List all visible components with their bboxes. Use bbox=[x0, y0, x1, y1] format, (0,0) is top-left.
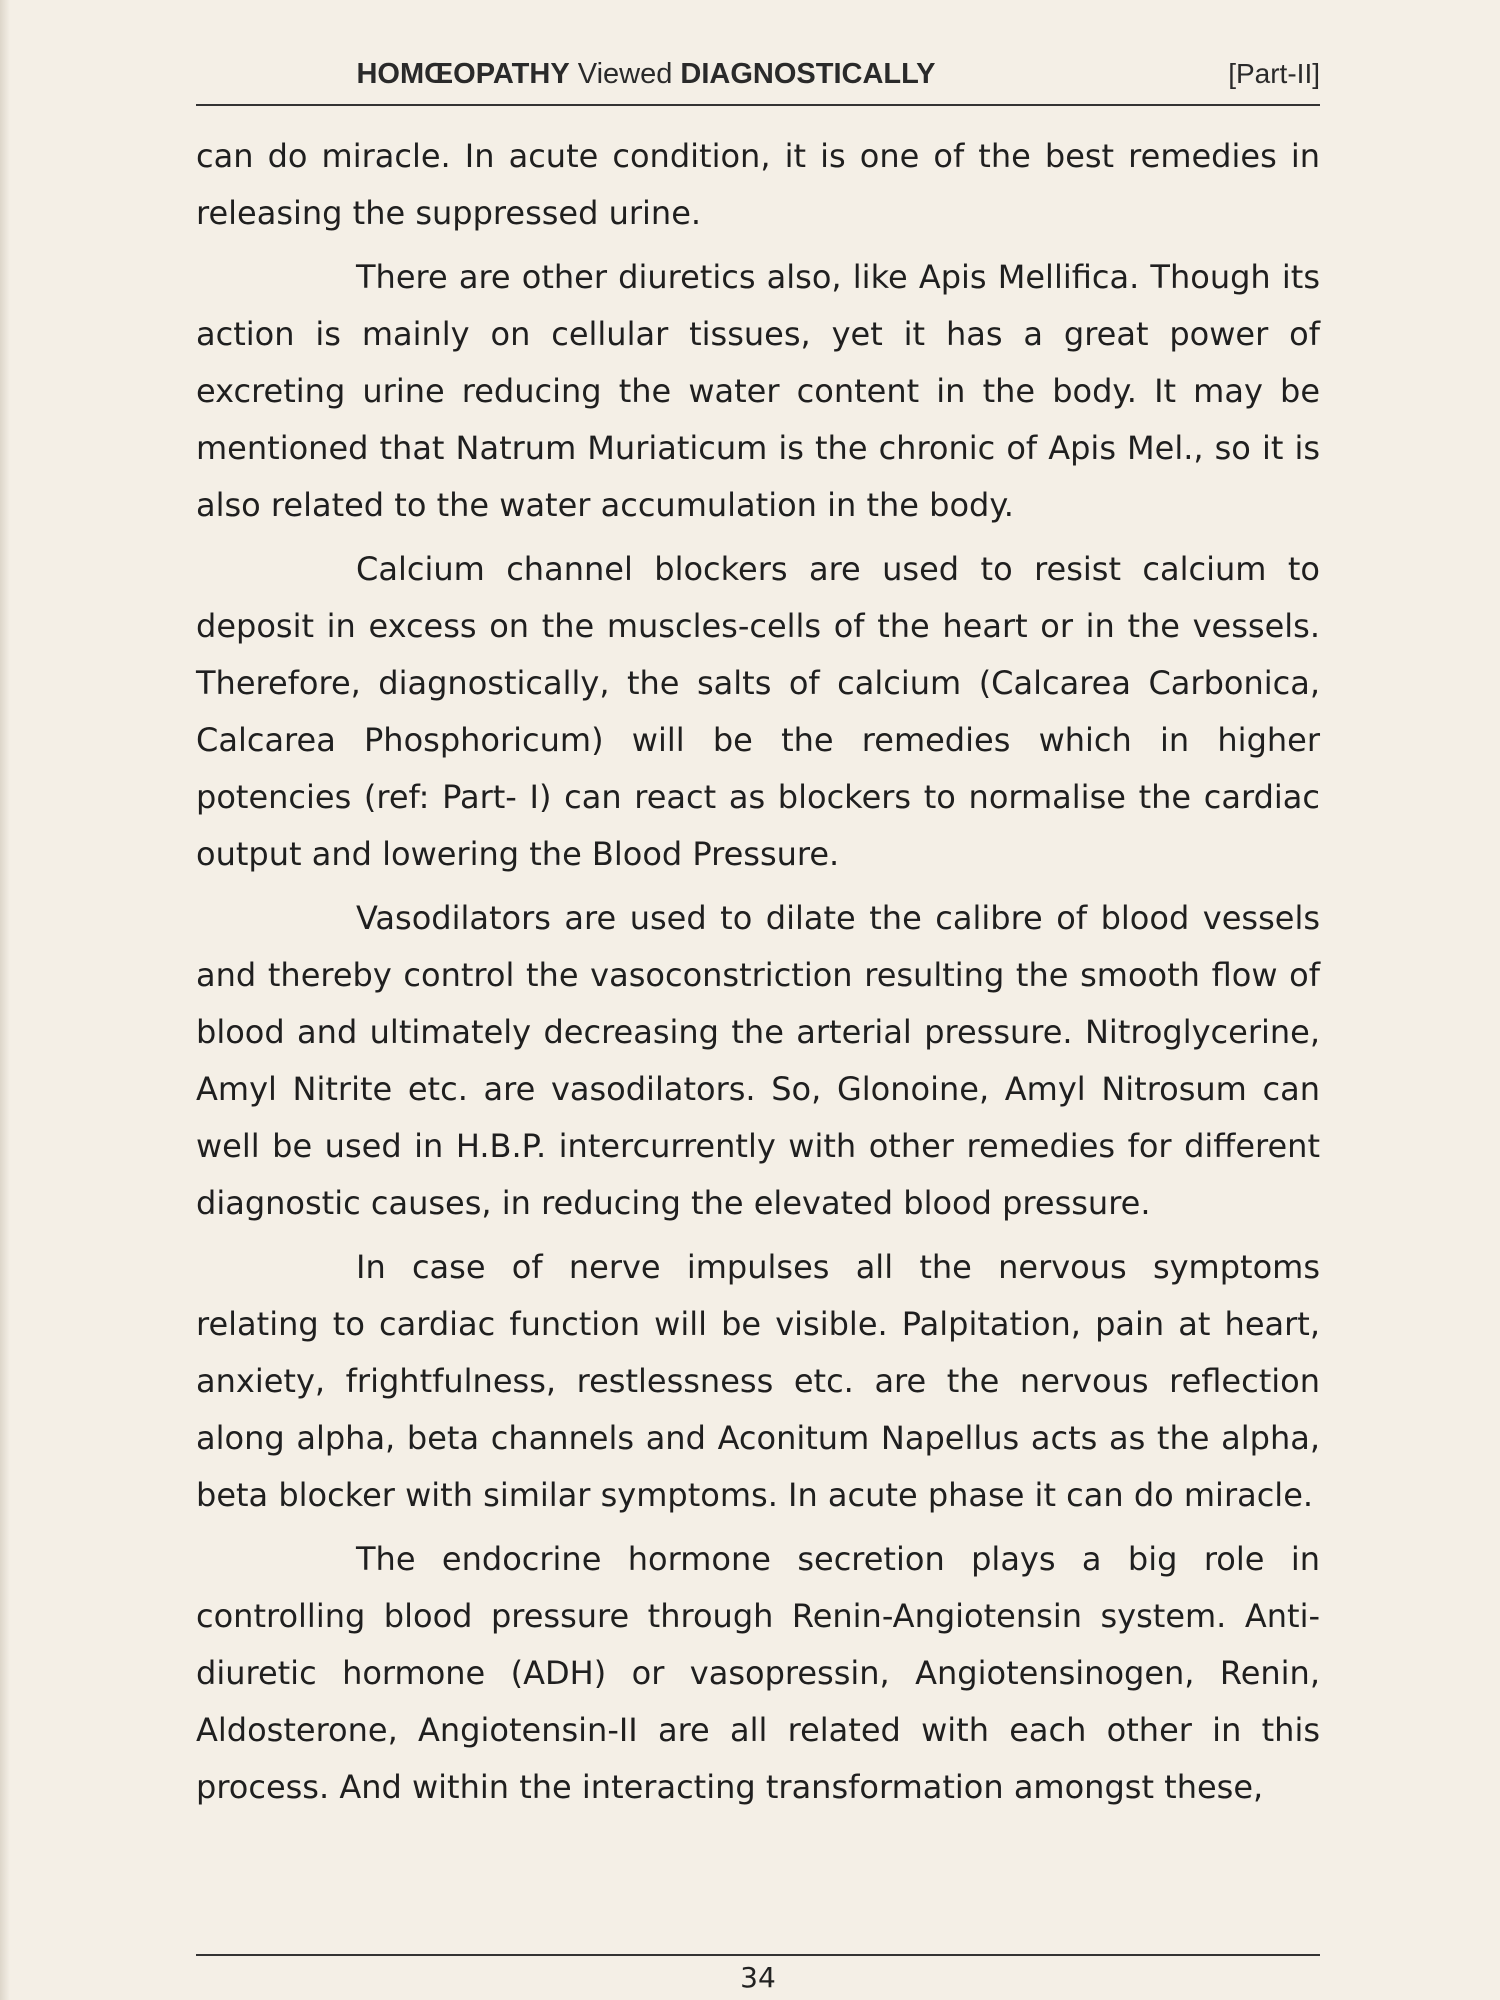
book-title-homoeopathy: HOMŒOPATHY bbox=[356, 58, 570, 90]
book-title-diagnostically: DIAGNOSTICALLY bbox=[680, 58, 936, 90]
paragraph-calcium-channel-blockers: Calcium channel blockers are used to resist calcium to deposit in excess on the muscles-cells of the heart or in the vessels. Therefore, diagnostically, the salts of calcium (Calcarea Carbonica, Calcarea Phosphoricum) will be the remedies which in higher potencies (ref: Part- I) can react as blockers to normalise the cardiac output and lowering the Blood Pressure. bbox=[196, 550, 1320, 873]
footer-rule bbox=[196, 1954, 1320, 1956]
paragraph-continuation: can do miracle. In acute condition, it is one of the best remedies in releasing the suppressed urine. bbox=[196, 137, 1320, 232]
part-label: [Part-II] bbox=[1228, 58, 1320, 89]
paragraph-nerve-impulses: In case of nerve impulses all the nervous symptoms relating to cardiac function will be visible. Palpitation, pain at heart, anxiety, frightfulness, restlessness etc. are the nervous reflection along alpha, beta channels and Aconitum Napellus acts as the alpha, beta blocker with similar symptoms. In acute phase it can do miracle. bbox=[196, 1248, 1320, 1514]
paragraph-diuretics: There are other diuretics also, like Apis Mellifica. Though its action is mainly on cellular tissues, yet it has a great power of excreting urine reducing the water content in the body. It may be mentioned that Natrum Muriaticum is the chronic of Apis Mel., so it is also related to the water accumulation in the body. bbox=[196, 258, 1320, 524]
page-gutter-shadow bbox=[0, 0, 10, 2000]
paragraph-vasodilators: Vasodilators are used to dilate the calibre of blood vessels and thereby control the vasoconstriction resulting the smooth flow of blood and ultimately decreasing the arterial pressure. Nitroglycerine, Amyl Nitrite etc. are vasodilators. So, Glonoine, Amyl Nitrosum can well be used in H.B.P. intercurrently with other remedies for different diagnostic causes, in reducing the elevated blood pressure. bbox=[196, 899, 1320, 1222]
header-rule bbox=[196, 104, 1320, 106]
book-title bbox=[196, 52, 1096, 96]
paragraph-endocrine-hormone: The endocrine hormone secretion plays a big role in controlling blood pressure through Renin-Angiotensin system. Anti-diuretic hormone (ADH) or vasopressin, Angiotensinogen, Renin, Aldosterone, Angiotensin-II are all related with each other in this process. And within the interacting transformation amongst these, bbox=[196, 1540, 1320, 1806]
book-title-viewed: Viewed bbox=[569, 58, 681, 90]
running-header bbox=[196, 52, 1320, 102]
page-number: 34 bbox=[740, 1961, 776, 1994]
body-text bbox=[196, 128, 1320, 1823]
